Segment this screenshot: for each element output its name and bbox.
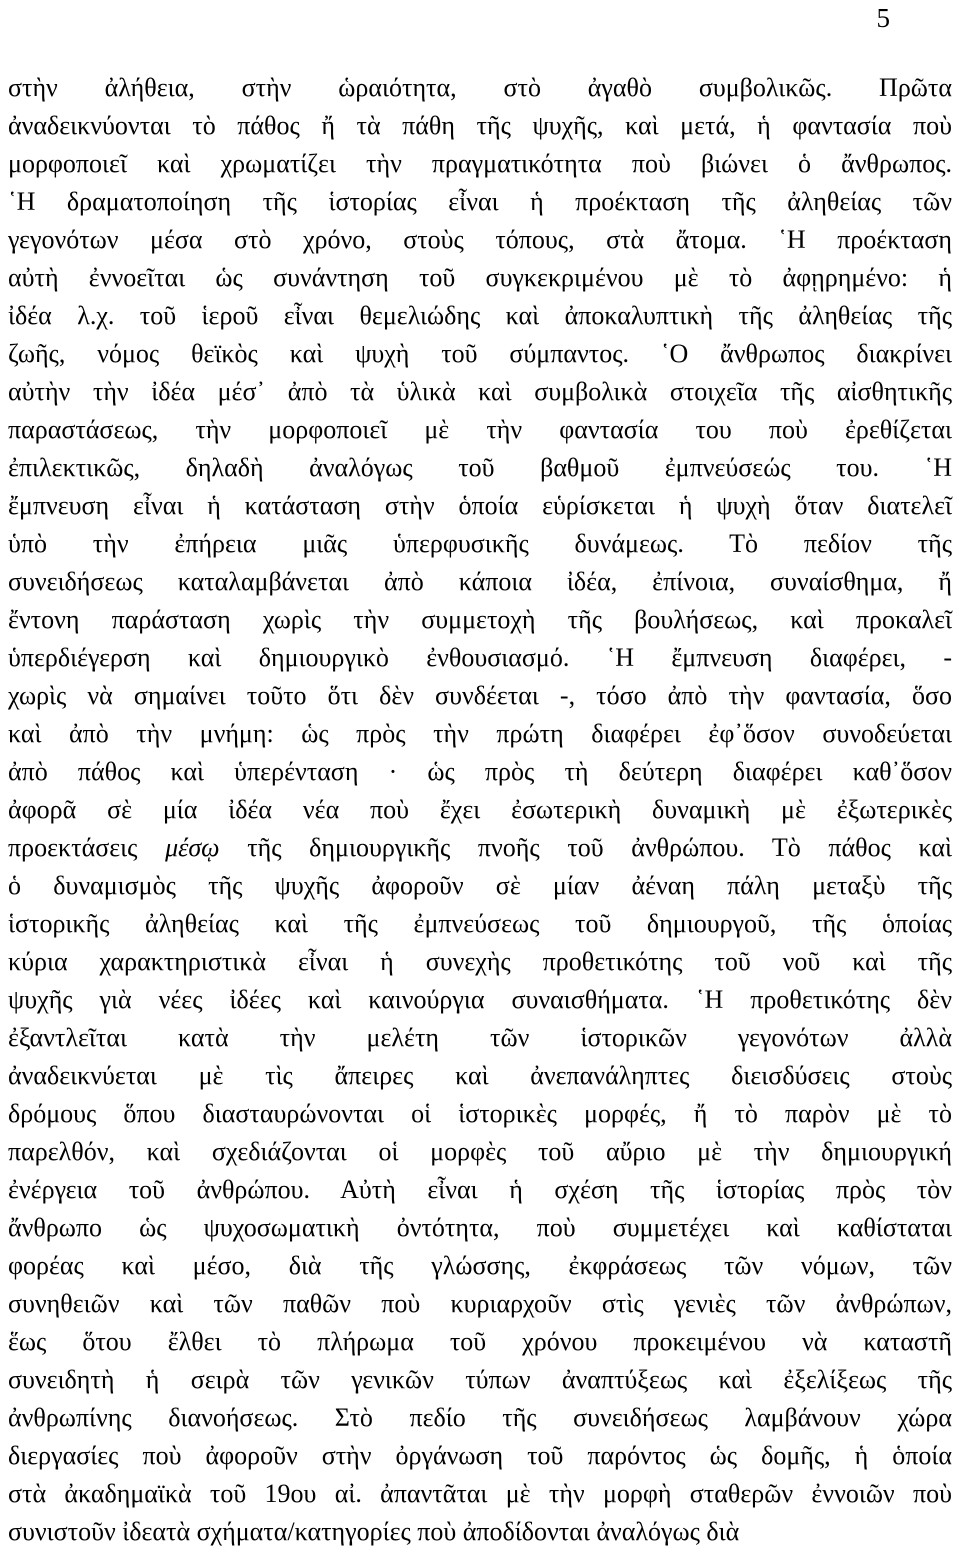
text-line: δρόμους ὅπου διασταυρώνονται οἱ ἱστορικὲς μορφές, ἤ τὸ παρὸν μὲ τὸ: [8, 1099, 952, 1128]
text-line: κύρια χαρακτηριστικὰ εἶναι ἡ συνεχὴς προθετικότης τοῦ νοῦ καὶ τῆς: [8, 947, 952, 976]
text-line: συνειδήσεως καταλαμβάνεται ἀπὸ κάποια ἰδέα, ἐπίνοια, συναίσθημα, ἤ: [8, 567, 952, 596]
text-line: ἀπὸ πάθος καὶ ὑπερένταση · ὡς πρὸς τὴ δεύτερη διαφέρει καθ᾽ὅσον: [8, 757, 952, 786]
text-line: ἐξαντλεῖται κατὰ τὴν μελέτη τῶν ἱστορικῶν γεγονότων ἀλλὰ: [8, 1023, 952, 1052]
text-line: συνειδητὴ ἡ σειρὰ τῶν γενικῶν τύπων ἀναπτύξεως καὶ ἐξελίξεως τῆς: [8, 1365, 952, 1394]
text-line: ἱστορικῆς ἀληθείας καὶ τῆς ἐμπνεύσεως τοῦ δημιουργοῦ, τῆς ὁποίας: [8, 909, 952, 938]
body-paragraph: [8, 69, 952, 1551]
text-line: στὰ ἀκαδημαϊκὰ τοῦ 19ου αἰ. ἀπαντᾶται μὲ τὴν μορφὴ σταθερῶν ἐννοιῶν ποὺ: [8, 1479, 952, 1508]
text-line: ἕως ὅτου ἔλθει τὸ πλήρωμα τοῦ χρόνου προκειμένου νὰ καταστῆ: [8, 1327, 952, 1356]
text-line: προεκτάσεις μέσῳ τῆς δημιουργικῆς πνοῆς τοῦ ἀνθρώπου. Τὸ πάθος καὶ: [8, 833, 953, 862]
text-line: διεργασίες ποὺ ἀφοροῦν στὴν ὀργάνωση τοῦ παρόντος ὡς δομῆς, ἡ ὁποία: [8, 1441, 952, 1470]
text-line: ὑπερδιέγερση καὶ δημιουργικὸ ἐνθουσιασμό. ῾Η ἔμπνευση διαφέρει, -: [8, 643, 952, 672]
text-line: ἔντονη παράσταση χωρὶς τὴν συμμετοχὴ τῆς βουλήσεως, καὶ προκαλεῖ: [8, 605, 952, 634]
text-line: ἐπιλεκτικῶς, δηλαδὴ ἀναλόγως τοῦ βαθμοῦ ἐμπνεύσεώς του. ῾Η: [8, 453, 952, 482]
italic-word: μέσῳ: [165, 833, 220, 862]
text-line: χωρὶς νὰ σημαίνει τοῦτο ὅτι δὲν συνδέεται -, τόσο ἀπὸ τὴν φαντασία, ὅσο: [8, 681, 952, 710]
text-line: συνιστοῦν ἰδεατὰ σχήματα/κατηγορίες ποὺ ἀποδίδονται ἀναλόγως διὰ: [8, 1517, 740, 1546]
text-line: καὶ ἀπὸ τὴν μνήμη: ὡς πρὸς τὴν πρώτη διαφέρει ἐφ᾽ὅσον συνοδεύεται: [8, 719, 952, 748]
text-line: παρελθόν, καὶ σχεδιάζονται οἱ μορφὲς τοῦ αὔριο μὲ τὴν δημιουργική: [8, 1137, 952, 1166]
text-line: αὐτὴν τὴν ἰδέα μέσ᾽ ἀπὸ τὰ ὑλικὰ καὶ συμβολικὰ στοιχεῖα τῆς αἰσθητικῆς: [8, 377, 952, 406]
text-line: ἄνθρωπο ὡς ψυχοσωματικὴ ὀντότητα, ποὺ συμμετέχει καὶ καθίσταται: [8, 1213, 952, 1242]
text-line: ἀνθρωπίνης διανοήσεως. Στὸ πεδίο τῆς συνειδήσεως λαμβάνουν χώρα: [8, 1403, 952, 1432]
text-line: ἐνέργεια τοῦ ἀνθρώπου. Αὐτὴ εἶναι ἡ σχέση τῆς ἱστορίας πρὸς τὸν: [8, 1175, 952, 1204]
text-line: συνηθειῶν καὶ τῶν παθῶν ποὺ κυριαρχοῦν στὶς γενιὲς τῶν ἀνθρώπων,: [8, 1289, 952, 1318]
text-line: ἰδέα λ.χ. τοῦ ἱεροῦ εἶναι θεμελιώδης καὶ ἀποκαλυπτικὴ τῆς ἀληθείας τῆς: [8, 301, 952, 330]
text-line: ψυχῆς γιὰ νέες ἰδέες καὶ καινούργια συναισθήματα. ῾Η προθετικότης δὲν: [8, 985, 952, 1014]
page-number: 5: [876, 3, 890, 33]
text-line: ὁ δυναμισμὸς τῆς ψυχῆς ἀφοροῦν σὲ μίαν ἀέναη πάλη μεταξὺ τῆς: [8, 871, 952, 900]
text-line: ὑπὸ τὴν ἐπήρεια μιᾶς ὑπερφυσικῆς δυνάμεως. Τὸ πεδίον τῆς: [8, 529, 952, 558]
text-line: ἀναδεικνύονται τὸ πάθος ἤ τὰ πάθη τῆς ψυχῆς, καὶ μετά, ἡ φαντασία ποὺ: [8, 111, 952, 140]
text-line: παραστάσεως, τὴν μορφοποιεῖ μὲ τὴν φαντασία του ποὺ ἐρεθίζεται: [8, 415, 952, 444]
text-line: μορφοποιεῖ καὶ χρωματίζει τὴν πραγματικότητα ποὺ βιώνει ὁ ἄνθρωπος.: [8, 149, 952, 178]
text-line: ἔμπνευση εἶναι ἡ κατάσταση στὴν ὁποία εὑρίσκεται ἡ ψυχὴ ὅταν διατελεῖ: [8, 491, 952, 520]
text-line: αὐτὴ ἐννοεῖται ὡς συνάντηση τοῦ συγκεκριμένου μὲ τὸ ἀφῃρημένο: ἡ: [8, 263, 952, 292]
text-line: στὴν ἀλήθεια, στὴν ὡραιότητα, στὸ ἀγαθὸ συμβολικῶς. Πρῶτα: [8, 73, 952, 102]
text-line: ἀφορᾶ σὲ μία ἰδέα νέα ποὺ ἔχει ἐσωτερικὴ δυναμικὴ μὲ ἐξωτερικὲς: [8, 795, 952, 824]
text-line: ἀναδεικνύεται μὲ τὶς ἄπειρες καὶ ἀνεπανάληπτες διεισδύσεις στοὺς: [8, 1061, 952, 1090]
text-line: γεγονότων μέσα στὸ χρόνο, στοὺς τόπους, στὰ ἄτομα. ῾Η προέκταση: [8, 225, 952, 254]
text-line: φορέας καὶ μέσο, διὰ τῆς γλώσσης, ἐκφράσεως τῶν νόμων, τῶν: [8, 1251, 952, 1280]
text-line: ῾Η δραματοποίηση τῆς ἱστορίας εἶναι ἡ προέκταση τῆς ἀληθείας τῶν: [8, 187, 952, 216]
text-line: ζωῆς, νόμος θεϊκὸς καὶ ψυχὴ τοῦ σύμπαντος. ῾Ο ἄνθρωπος διακρίνει: [8, 339, 952, 368]
